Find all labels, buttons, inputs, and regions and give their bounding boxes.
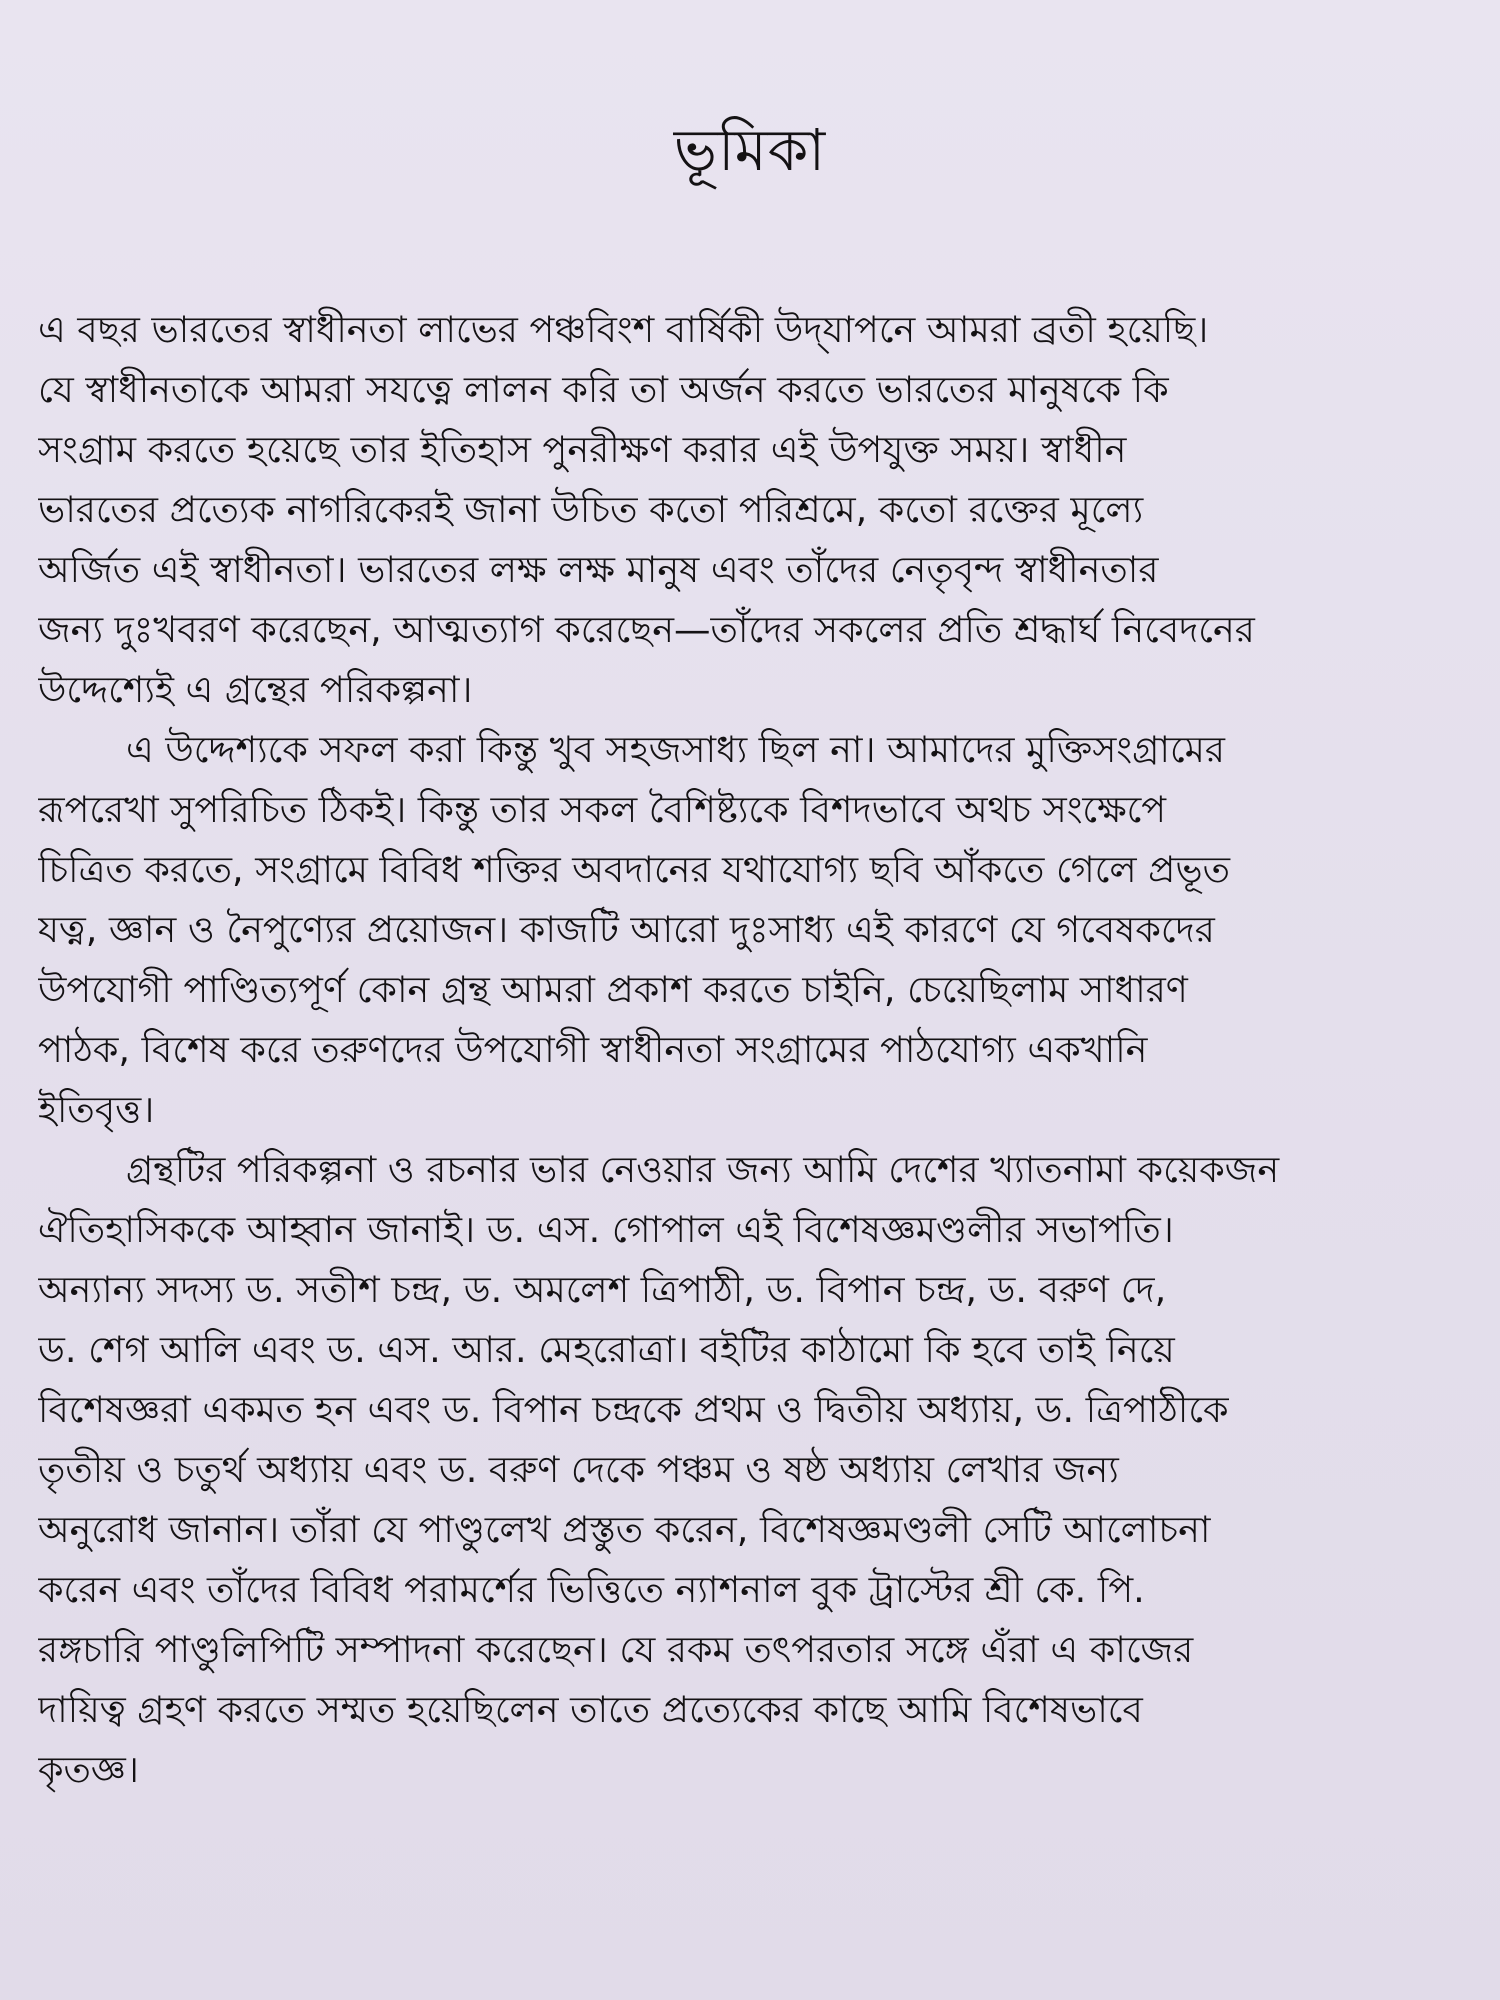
page-title: ভূমিকা xyxy=(673,116,827,184)
text-line: জন্য দুঃখবরণ করেছেন, আত্মত্যাগ করেছেন—তাঁদের সকলের প্রতি শ্রদ্ধার্ঘ নিবেদনের xyxy=(38,608,1255,651)
text-line: পাঠক, বিশেষ করে তরুণদের উপযোগী স্বাধীনতা সংগ্রামের পাঠযোগ্য একখানি xyxy=(38,1028,1148,1071)
text-line: অর্জিত এই স্বাধীনতা। ভারতের লক্ষ লক্ষ মানুষ এবং তাঁদের নেতৃবৃন্দ স্বাধীনতার xyxy=(38,548,1159,591)
text-line: দায়িত্ব গ্রহণ করতে সম্মত হয়েছিলেন তাতে প্রত্যেকের কাছে আমি বিশেষভাবে xyxy=(38,1688,1143,1731)
text-line: রূপরেখা সুপরিচিত ঠিকই। কিন্তু তার সকল বৈশিষ্ট্যকে বিশদভাবে অথচ সংক্ষেপে xyxy=(38,788,1167,831)
text-line: যে স্বাধীনতাকে আমরা সযত্নে লালন করি তা অর্জন করতে ভারতের মানুষকে কি xyxy=(38,368,1169,411)
paragraph-3 xyxy=(38,1140,1462,1800)
text-line: তৃতীয় ও চতুর্থ অধ্যায় এবং ড. বরুণ দেকে পঞ্চম ও ষষ্ঠ অধ্যায় লেখার জন্য xyxy=(38,1448,1119,1491)
text-line: উপযোগী পাণ্ডিত্যপূর্ণ কোন গ্রন্থ আমরা প্রকাশ করতে চাইনি, চেয়েছিলাম সাধারণ xyxy=(38,968,1188,1011)
text-line: যত্ন, জ্ঞান ও নৈপুণ্যের প্রয়োজন। কাজটি আরো দুঃসাধ্য এই কারণে যে গবেষকদের xyxy=(38,908,1215,951)
text-line: উদ্দেশ্যেই এ গ্রন্থের পরিকল্পনা। xyxy=(38,668,473,711)
text-line: রঙ্গচারি পাণ্ডুলিপিটি সম্পাদনা করেছেন। যে রকম তৎপরতার সঙ্গে এঁরা এ কাজের xyxy=(38,1628,1194,1671)
text-line: কৃতজ্ঞ। xyxy=(38,1748,139,1791)
text-line: ড. শেগ আলি এবং ড. এস. আর. মেহরোত্রা। বইটির কাঠামো কি হবে তাই নিয়ে xyxy=(38,1328,1175,1371)
text-line: ইতিবৃত্ত। xyxy=(38,1088,155,1131)
text-line: করেন এবং তাঁদের বিবিধ পরামর্শের ভিত্তিতে ন্যাশনাল বুক ট্রাস্টের শ্রী কে. পি. xyxy=(38,1568,1145,1611)
paragraph-2 xyxy=(38,720,1462,1140)
text-line: ভারতের প্রত্যেক নাগরিকেরই জানা উচিত কতো পরিশ্রমে, কতো রক্তের মূল্যে xyxy=(38,488,1144,531)
text-line: গ্রন্থটির পরিকল্পনা ও রচনার ভার নেওয়ার জন্য আমি দেশের খ্যাতনামা কয়েকজন xyxy=(126,1148,1280,1191)
text-line: ঐতিহাসিককে আহ্বান জানাই। ড. এস. গোপাল এই বিশেষজ্ঞমণ্ডলীর সভাপতি। xyxy=(38,1208,1174,1251)
text-line: সংগ্রাম করতে হয়েছে তার ইতিহাস পুনরীক্ষণ করার এই উপযুক্ত সময়। স্বাধীন xyxy=(38,428,1127,471)
paragraph-1 xyxy=(38,300,1462,720)
text-line: বিশেষজ্ঞরা একমত হন এবং ড. বিপান চন্দ্রকে প্রথম ও দ্বিতীয় অধ্যায়, ড. ত্রিপাঠীকে xyxy=(38,1388,1229,1431)
text-line: অনুরোধ জানান। তাঁরা যে পাণ্ডুলেখ প্রস্তুত করেন, বিশেষজ্ঞমণ্ডলী সেটি আলোচনা xyxy=(38,1508,1211,1551)
text-line: অন্যান্য সদস্য ড. সতীশ চন্দ্র, ড. অমলেশ ত্রিপাঠী, ড. বিপান চন্দ্র, ড. বরুণ দে, xyxy=(38,1268,1167,1311)
text-line: এ বছর ভারতের স্বাধীনতা লাভের পঞ্চবিংশ বার্ষিকী উদ্‌যাপনে আমরা ব্রতী হয়েছি। xyxy=(38,308,1209,351)
text-line: চিত্রিত করতে, সংগ্রামে বিবিধ শক্তির অবদানের যথাযোগ্য ছবি আঁকতে গেলে প্রভূত xyxy=(38,848,1231,891)
text-line: এ উদ্দেশ্যকে সফল করা কিন্তু খুব সহজসাধ্য ছিল না। আমাদের মুক্তিসংগ্রামের xyxy=(126,728,1226,771)
